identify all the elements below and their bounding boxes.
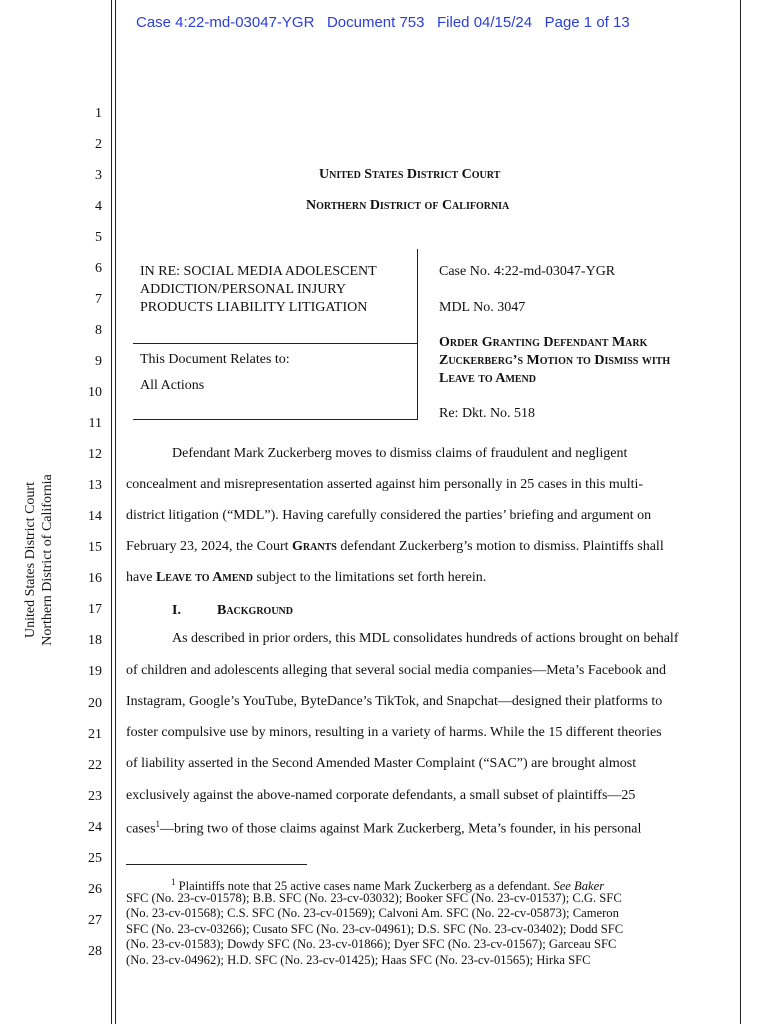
line-number: 3: [95, 168, 102, 183]
header-page: Page 1 of 13: [544, 14, 630, 31]
caption-divider-mid: [133, 343, 418, 344]
line-number: 28: [88, 944, 102, 959]
body-line: have Leave to Amend subject to the limitations set forth herein.: [126, 570, 487, 585]
line-number: 27: [88, 913, 102, 928]
section-number: I.: [172, 603, 181, 618]
line-number: 19: [88, 664, 102, 679]
side-label-line1: United States District Court: [23, 482, 38, 638]
order-title-line2: Zuckerberg’s Motion to Dismiss with: [439, 353, 671, 368]
line-number: 25: [88, 851, 102, 866]
header-document: Document 753: [326, 14, 425, 31]
header-filed: Filed 04/15/24: [437, 14, 533, 31]
left-margin-rule: [111, 0, 112, 1024]
header-case: Case 4:22-md-03047-YGR: [136, 14, 315, 31]
docket-reference: Re: Dkt. No. 518: [439, 406, 536, 421]
section-title: Background: [217, 603, 294, 618]
line-number: 12: [88, 447, 102, 462]
caption-divider-bottom: [133, 419, 418, 420]
line-number: 5: [95, 230, 102, 245]
body-line: of liability asserted in the Second Amended Master Complaint (“SAC”) are brought almost: [126, 756, 637, 771]
left-margin-rule-inner: [115, 0, 116, 1024]
footnote-reference[interactable]: 1: [155, 819, 161, 829]
line-number: 20: [88, 696, 102, 711]
case-number: Case No. 4:22-md-03047-YGR: [439, 264, 616, 279]
line-number: 14: [88, 509, 102, 524]
line-number: 8: [95, 323, 102, 338]
court-side-label: [22, 390, 62, 730]
footnote-line: (No. 23-cv-04962); H.D. SFC (No. 23-cv-01425); Haas SFC (No. 23-cv-01565); Hirka SFC: [126, 953, 591, 967]
footnote-line: (No. 23-cv-01568); C.S. SFC (No. 23-cv-01569); Calvoni Am. SFC (No. 22-cv-05873); Cameron: [126, 906, 619, 920]
footnote-line: SFC (No. 23-cv-03266); Cusato SFC (No. 23-cv-04961); D.S. SFC (No. 23-cv-03402); Dodd SFC: [126, 922, 624, 936]
order-title-line3: Leave to Amend: [439, 371, 536, 386]
footnote-line: SFC (No. 23-cv-01578); B.B. SFC (No. 23-cv-03032); Booker SFC (No. 23-cv-01537); C.G. SFC: [126, 891, 622, 905]
order-title-line1: Order Granting Defendant Mark: [439, 335, 648, 350]
relates-value: All Actions: [140, 378, 205, 393]
line-number: 23: [88, 789, 102, 804]
footnote-separator: [126, 864, 307, 865]
side-label-line2: Northern District of California: [40, 474, 55, 646]
line-number: 15: [88, 540, 102, 555]
line-number: 21: [88, 727, 102, 742]
line-number: 4: [95, 199, 102, 214]
ecf-header: [136, 14, 630, 31]
line-number: 9: [95, 354, 102, 369]
right-margin-rule: [740, 0, 741, 1024]
footnote-line: (No. 23-cv-01583); Dowdy SFC (No. 23-cv-01866); Dyer SFC (No. 23-cv-01567); Garceau SFC: [126, 937, 617, 951]
body-line: Instagram, Google’s YouTube, ByteDance’s TikTok, and Snapchat—designed their platforms to: [126, 694, 663, 709]
court-name: United States District Court: [319, 167, 501, 182]
line-number: 16: [88, 571, 102, 586]
line-number: 17: [88, 602, 102, 617]
line-number: 22: [88, 758, 102, 773]
footnote-line: $^1$ Plaintiffs note that 25 active cases name Mark Zuckerberg as a defendant. See Baker: [171, 877, 605, 894]
line-number: 13: [88, 478, 102, 493]
line-number: 11: [88, 416, 102, 431]
line-number: 24: [88, 820, 102, 835]
body-line: February 23, 2024, the Court Grants defendant Zuckerberg’s motion to dismiss. Plaintiffs shall: [126, 539, 664, 554]
line-number: 6: [95, 261, 102, 276]
line-number: 2: [95, 137, 102, 152]
mdl-number: MDL No. 3047: [439, 300, 526, 315]
line-number: 1: [95, 106, 102, 121]
court-district: Northern District of California: [306, 198, 510, 213]
leave-to-amend-keyword: Leave to Amend: [155, 570, 253, 585]
body-line: district litigation (“MDL”). Having carefully considered the parties’ briefing and argument on: [126, 508, 652, 523]
caption-title-line1: IN RE: SOCIAL MEDIA ADOLESCENT: [140, 264, 377, 279]
body-line: of children and adolescents alleging that several social media companies—Meta’s Facebook and: [126, 663, 666, 678]
caption-title-line3: PRODUCTS LIABILITY LITIGATION: [140, 300, 368, 315]
body-line: exclusively against the above-named corporate defendants, a small subset of plaintiffs—25: [126, 788, 636, 803]
relates-label: This Document Relates to:: [140, 352, 290, 367]
body-line: foster compulsive use by minors, resulting in a variety of harms. While the 15 different theories: [126, 725, 662, 740]
caption-title-line2: ADDICTION/PERSONAL INJURY: [140, 282, 346, 297]
line-number: 10: [88, 385, 102, 400]
body-line: As described in prior orders, this MDL consolidates hundreds of actions brought on behalf: [172, 631, 679, 646]
body-line: cases$^1$—bring two of those claims against Mark Zuckerberg, Meta’s founder, in his personal: [126, 819, 642, 837]
line-number: 18: [88, 633, 102, 648]
grants-keyword: Grants: [292, 539, 337, 554]
body-line: concealment and misrepresentation asserted against him personally in 25 cases in this multi-: [126, 477, 644, 492]
line-number: 26: [88, 882, 102, 897]
footnote-mark: 1: [171, 877, 176, 887]
line-number: 7: [95, 292, 102, 307]
caption-divider-vertical: [417, 249, 418, 420]
body-line: Defendant Mark Zuckerberg moves to dismiss claims of fraudulent and negligent: [172, 446, 628, 461]
